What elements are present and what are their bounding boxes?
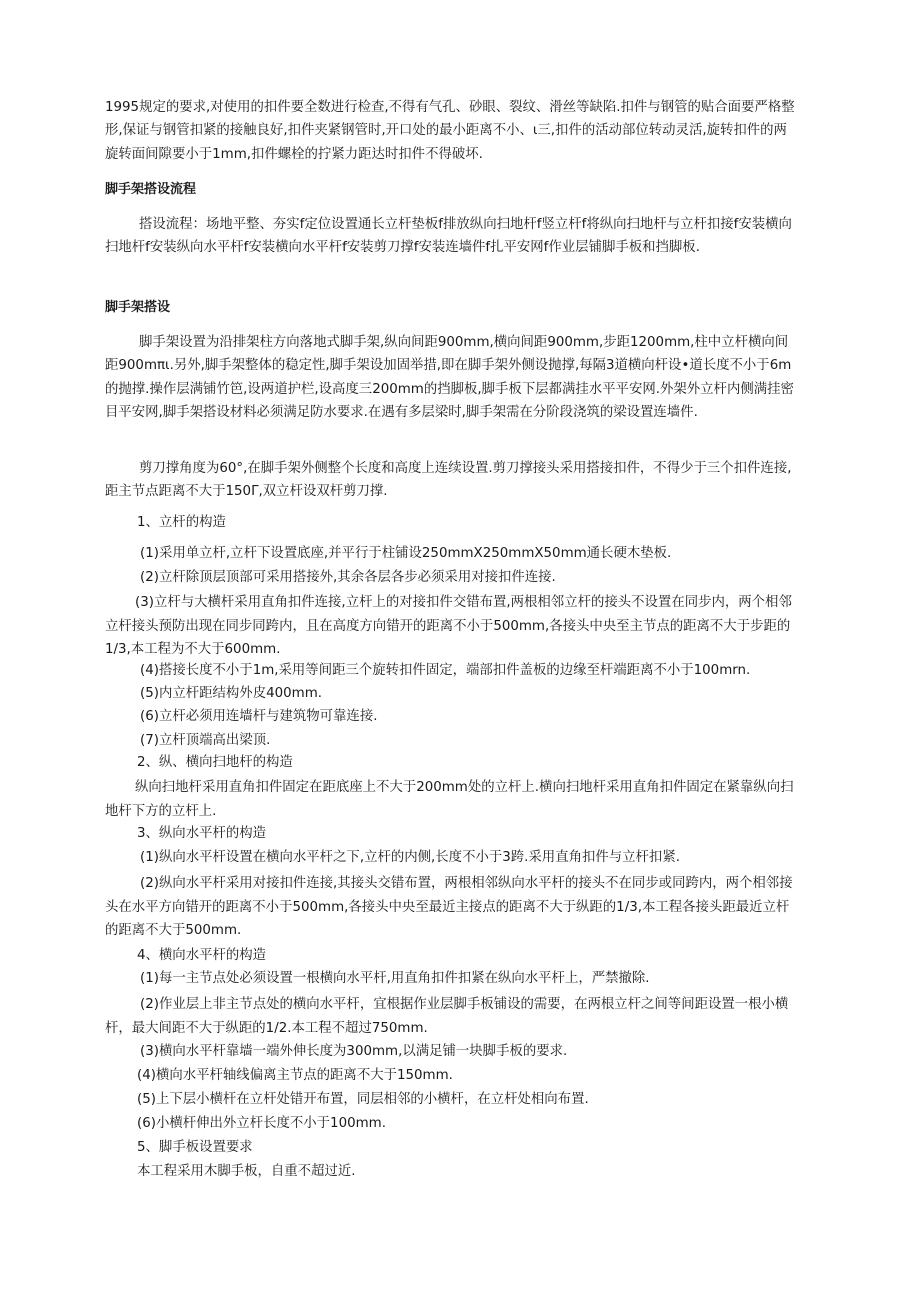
section-4-item-4: (4)横向水平杆轴线偏离主节点的距离不大于150mm.	[137, 1068, 453, 1083]
section-1-item-2: (2)立杆除顶层顶部可采用搭接外,其余各层各步必须采用对接扣件连接.	[140, 570, 556, 585]
section-3-item-2: (2)纵向水平杆采用对接扣件连接,其接头交错布置，两根相邻纵向水平杆的接头不在同步或同跨内，两个相邻接头在水平方向错开的距离不小于500mm,各接头中央至最近主接点的距离不大于纵距的1/3,本工程各接头距最近立杆的距离不大于500mm.	[105, 876, 793, 939]
section-5-text: 本工程采用木脚手板，自重不超过近.	[137, 1164, 356, 1179]
scissor-brace-paragraph: 剪刀撑角度为60°,在脚手架外侧整个长度和高度上连续设置.剪刀撑接头采用搭接扣件，不得少于三个扣件连接,距主节点距离不大于150Γ,双立杆设双杆剪刀撑.	[105, 461, 792, 500]
section-1-item-7: (7)立杆顶端高出梁顶.	[140, 733, 271, 748]
process-paragraph: 搭设流程：场地平整、夯实f定位设置通长立杆垫板f排放纵向扫地杆f竖立杆f将纵向扫地杆与立杆扣接f安装横向扫地杆f安装纵向水平杆f安装横向水平杆f安装剪刀撑f安装连墙件f扎平安网f作业层铺脚手板和挡脚板.	[105, 217, 792, 256]
heading-setup-process: 脚手架搭设流程	[105, 182, 197, 197]
heading-scaffold-setup: 脚手架搭设	[105, 300, 171, 315]
section-1-item-3: (3)立杆与大横杆采用直角扣件连接,立杆上的对接扣件交错布置,两根相邻立杆的接头不设置在同步内，两个相邻立杆接头预防出现在同步同跨内，且在高度方向错开的距离不小于500mm,各接头中央至主节点的距离不大于步距的1/3,本工程为不大于600mm.	[105, 595, 792, 657]
section-4-item-2: (2)作业层上非主节点处的横向水平杆，宜根据作业层脚手板铺设的需要，在两根立杆之间等间距设置一根小横杆，最大间距不大于纵距的1/2.本工程不超过750mm.	[105, 997, 789, 1036]
section-1-item-1: (1)采用单立杆,立杆下设置底座,并平行于柱铺设250mmX250mmX50mm通长硬木垫板.	[140, 546, 672, 561]
section-4-item-5: (5)上下层小横杆在立杆处错开布置，同层相邻的小横杆，在立杆处相向布置.	[137, 1092, 589, 1107]
section-4-item-6: (6)小横杆伸出外立杆长度不小于100mm.	[137, 1116, 386, 1131]
section-3-title: 3、纵向水平杆的构造	[137, 826, 267, 841]
section-4-title: 4、横向水平杆的构造	[137, 948, 267, 963]
section-3-item-1: (1)纵向水平杆设置在横向水平杆之下,立杆的内侧,长度不小于3跨.采用直角扣件与立杆扣紧.	[140, 850, 680, 865]
section-1-item-6: (6)立杆必须用连墙杆与建筑物可靠连接.	[140, 709, 378, 724]
intro-paragraph: 1995规定的要求,对使用的扣件要全数进行检查,不得有气孔、砂眼、裂纹、滑丝等缺陷.扣件与钢管的贴合面要严格整形,保证与钢管扣紧的接触良好,扣件夹紧钢管时,开口处的最小距离不小、ι三,扣件的活动部位转动灵活,旋转扣件的两旋转面间隙要小于1mm,扣件螺栓的拧紧力距达时扣件不得破坏.	[105, 100, 795, 162]
section-5-title: 5、脚手板设置要求	[137, 1140, 253, 1155]
section-2-text: 纵向扫地杆采用直角扣件固定在距底座上不大于200mm处的立杆上.横向扫地杆采用直角扣件固定在紧靠纵向扫地杆下方的立杆上.	[105, 780, 794, 819]
setup-paragraph: 脚手架设置为沿排架柱方向落地式脚手架,纵向间距900mm,横向间距900mm,步距1200mm,柱中立杆横向间距900mπι.另外,脚手架整体的稳定性,脚手架设加固举措,即在脚手架外侧设抛撑,每隔3道横向杆设•道长度不小于6m的抛撑.操作层满铺竹笆,设两道护栏,设高度三200mm的挡脚板,脚手板下层都满挂水平平安网.外架外立杆内侧满挂密目平安网,脚手架搭设材料必须满足防水要求.在遇有多层梁时,脚手架需在分阶段浇筑的梁设置连墙件.	[105, 335, 794, 421]
section-4-item-3: (3)横向水平杆靠墙一端外伸长度为300mm,以满足铺一块脚手板的要求.	[140, 1044, 568, 1059]
section-2-title: 2、纵、横向扫地杆的构造	[137, 755, 293, 770]
section-1-item-5: (5)内立杆距结构外皮400mm.	[140, 686, 322, 701]
section-4-item-1: (1)每一主节点处必须设置一根横向水平杆,用直角扣件扣紧在纵向水平杆上，严禁撤除.	[140, 971, 650, 986]
section-1-item-4: (4)搭接长度不小于1m,采用等间距三个旋转扣件固定，端部扣件盖板的边缘至杆端距离不小于100mrn.	[140, 663, 751, 678]
section-1-title: 1、立杆的构造	[137, 515, 226, 530]
